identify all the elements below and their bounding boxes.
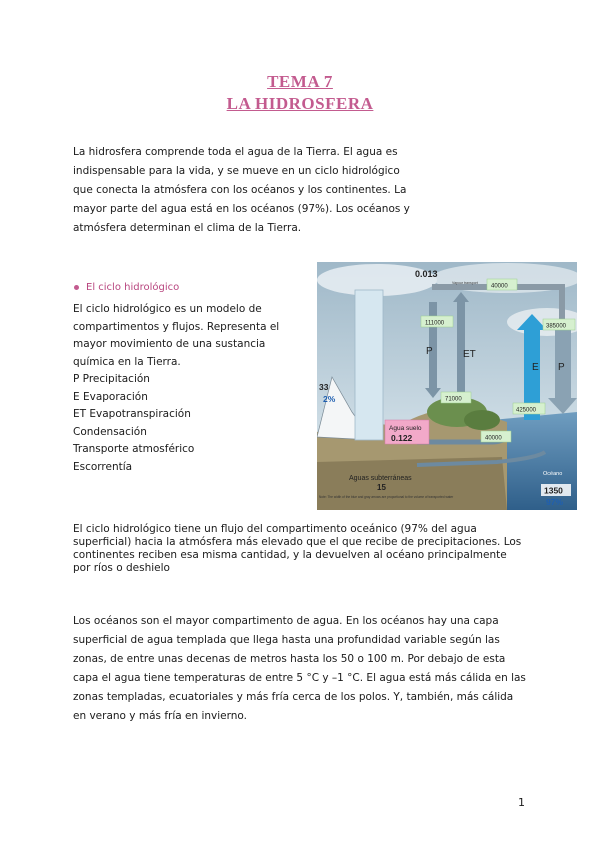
p-ocean-label: P xyxy=(558,362,565,373)
diagram-note: Note: The width of the blue and gray arrows are proportional to the volume of transported water xyxy=(319,495,454,499)
term-item: Escorrentía xyxy=(73,460,133,473)
precip-land-value: 111000 xyxy=(425,320,445,327)
section-heading-text: El ciclo hidrológico xyxy=(86,282,180,293)
page-number: 1 xyxy=(518,796,525,809)
ocean-value: 1350 xyxy=(544,485,563,496)
cycle-flow-paragraph: El ciclo hidrológico tiene un flujo del compartimento oceánico (97% del agua superficial) hacia la atmósfera más elevado que el que recibe de precipitaciones. Los continentes reciben esa misma cantidad, y la devuelven al océano principalmente por ríos o deshielo xyxy=(73,523,522,574)
evap-ocean-value: 385000 xyxy=(546,323,567,330)
oceans-paragraph: Los océanos son el mayor compartimento de agua. En los océanos hay una capa superficial de agua templada que llega hasta una profundidad variable según las zonas, de entre unas decenas de metros hasta los 50 o 100 m. Por debajo de esta capa el agua tiene temperaturas de entre 5 °C y –1 °C. El agua está más cálida en las zonas templadas, ecuatoriales y más fría cerca de los polos. Y, también, más cálida en verano y más fría en invierno. xyxy=(73,615,526,722)
cycle-description: El ciclo hidrológico es un modelo de compartimentos y flujos. Representa el mayor movimiento de una sustancia química en la Tierra. xyxy=(73,303,280,368)
soil-value: 0.122 xyxy=(391,433,413,443)
atm-value: 0.013 xyxy=(415,269,438,279)
land-precip-arrow xyxy=(355,290,383,440)
groundwater-label: Aguas subterráneas xyxy=(349,475,412,482)
term-item: Transporte atmosférico xyxy=(73,443,195,455)
forest xyxy=(464,410,500,430)
term-item: P Precipitación xyxy=(73,373,150,385)
ice-percent: 2% xyxy=(323,394,336,404)
p-arrow xyxy=(429,302,437,388)
precip-ocean-value: 425000 xyxy=(516,407,537,414)
p-label: P xyxy=(426,346,433,357)
bullet-dot-icon xyxy=(74,285,79,290)
et-label: ET xyxy=(463,349,476,360)
runoff-value: 40000 xyxy=(485,435,502,442)
cycle-text xyxy=(73,301,313,476)
page-subtitle: LA HIDROSFERA xyxy=(226,94,374,113)
term-item: E Evaporación xyxy=(73,390,148,403)
term-item: Condensación xyxy=(73,425,147,438)
ice-value: 33 xyxy=(319,382,329,392)
vapor-transport-label: Vapour transport xyxy=(452,281,478,285)
section-heading xyxy=(74,282,179,293)
hydrologic-cycle-diagram xyxy=(317,262,577,510)
ocean-percent: 97% xyxy=(546,497,564,507)
intro-paragraph: La hidrosfera comprende toda el agua de la Tierra. El agua es indispensable para la vida, y se mueve en un ciclo hidrológico que conecta la atmósfera con los océanos y los continentes. La mayor parte del agua está en los océanos (97%). Los océanos y atmósfera determinan el clima de la Tierra. xyxy=(73,146,410,234)
ocean-label: Océano xyxy=(543,471,563,477)
e-label: E xyxy=(532,362,539,373)
groundwater-value: 15 xyxy=(377,483,386,492)
term-item: ET Evapotranspiración xyxy=(73,408,191,420)
soil-label: Agua suelo xyxy=(389,425,422,432)
page-title: TEMA 7 xyxy=(267,72,333,91)
ground-layer xyxy=(317,457,507,510)
et-value: 71000 xyxy=(445,396,462,403)
vapor-value: 40000 xyxy=(491,283,508,290)
